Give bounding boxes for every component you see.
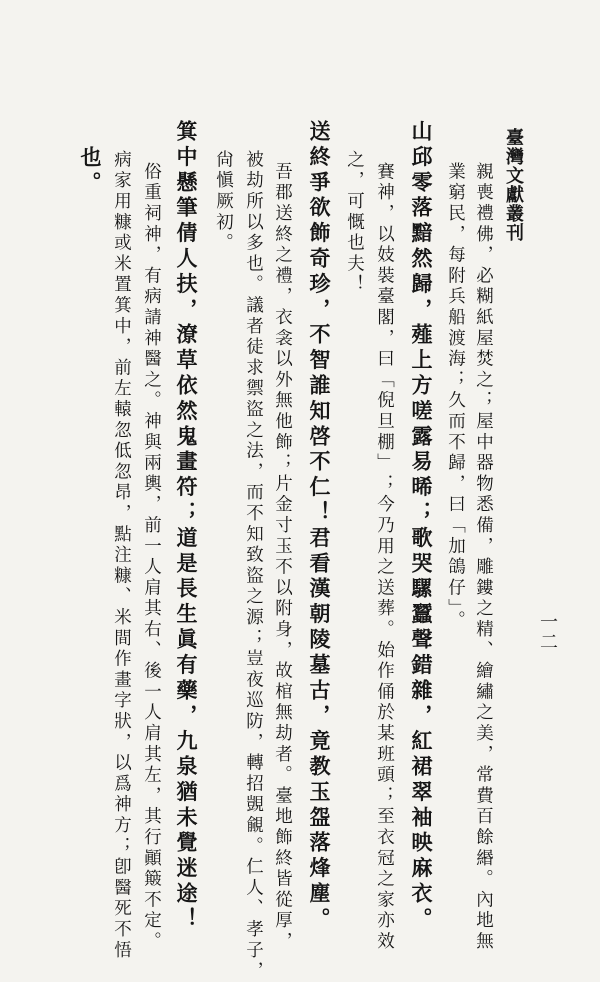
text-column: 病家用糠或米置箕中，前左轅忽低忽昂，點注糠、米間作畫字狀，以爲神方；卽醫死不悟 [111,150,132,962]
text-column: 被劫所以多也。議者徒求禦盜之法，而不知致盜之源；豈夜巡防，轉招覬覦。仁人、孝子， [243,150,264,982]
poem-line: 送終爭欲飾奇珍，不智誰知啓不仁！君看漢朝陵墓古，竟教玉盌落烽塵。 [307,120,332,933]
text-column: 吾郡送終之禮，衣衾以外無他飾；片金寸玉不以附身，故棺無劫者。臺地飾終皆從厚， [272,162,293,953]
text-column: 親喪禮佛，必糊紙屋焚之；屋中器物悉備，雕鏤之精、繪繡之美，常費百餘緡。內地無 [473,162,494,953]
page-number: 一二 [537,612,558,652]
running-header-title: 臺灣文獻叢刊 [503,128,524,242]
text-column: 也。 [78,146,103,197]
poem-line: 山邱零落黯然歸，薤上方嗟露易晞；歌哭騾蠶聲錯雜，紅裙翠袖映麻衣。 [409,120,434,933]
text-column: 業窮民，每附兵船渡海；久而不歸，曰「加鴿仔」。 [445,162,466,632]
text-column: 之，可慨也夫！ [344,150,365,296]
poem-line: 箕中懸筆倩人扶，潦草依然鬼畫符；道是長生眞有藥，九泉猶未覺迷途！ [174,120,199,933]
text-column: 尙愼厥初。 [213,150,234,254]
text-column: 俗重祠神，有病請神醫之。神與兩輿，前一人肩其右、後一人肩其左，其行顚簸不定。 [141,162,162,953]
text-column: 賽神，以妓裝臺閣，曰「倪旦棚」；今乃用之送葬。始作俑於某班頭；至衣冠之家亦效 [374,162,395,953]
